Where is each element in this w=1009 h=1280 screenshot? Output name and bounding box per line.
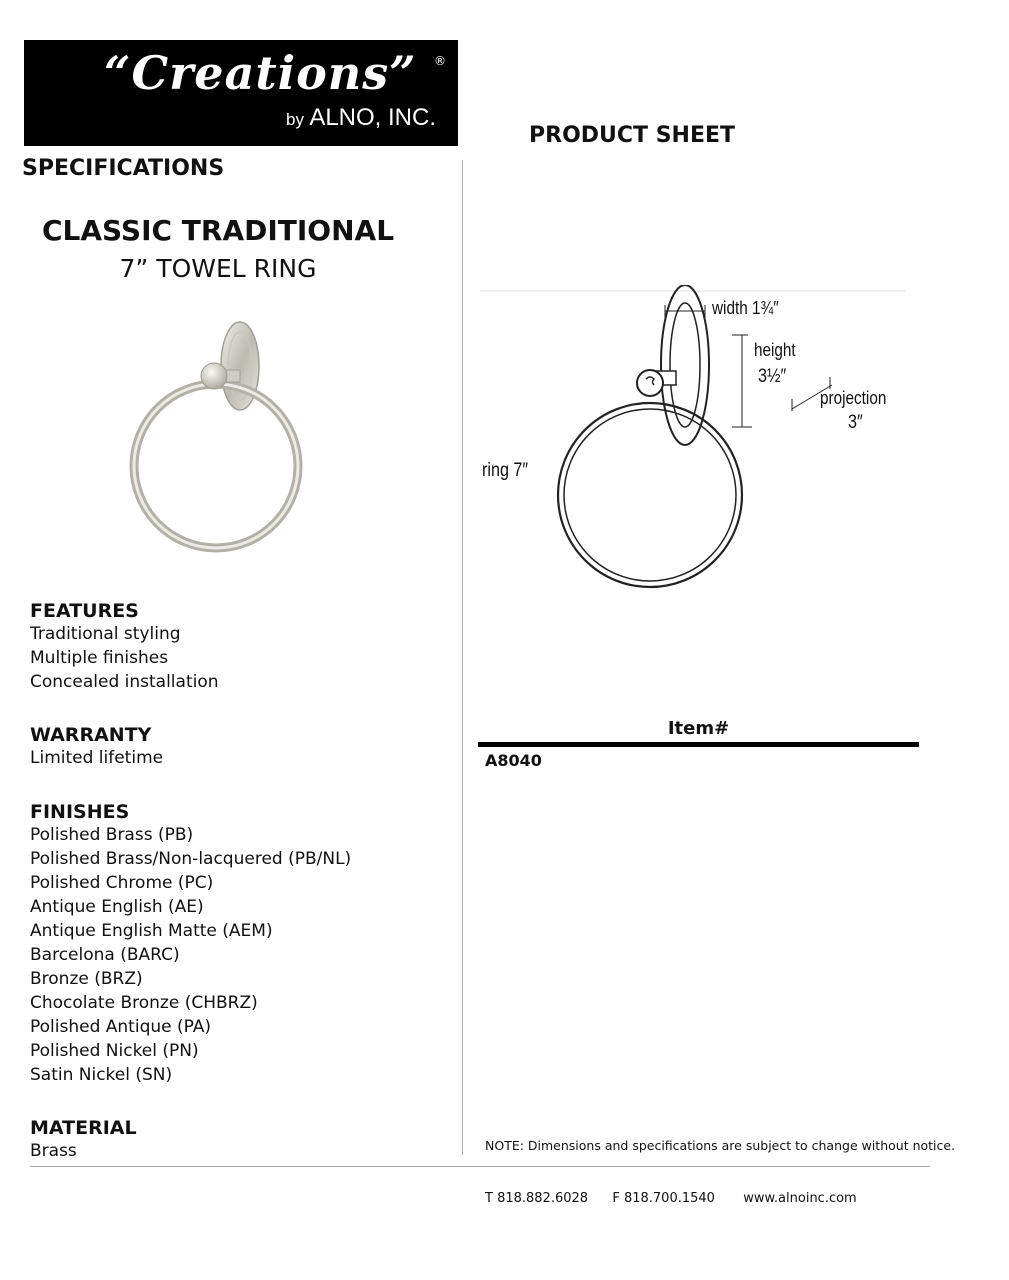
logo-script-text: “Creations” <box>104 46 417 100</box>
height-value: 3½″ <box>758 366 787 387</box>
finish-item: Polished Brass (PB) <box>30 825 194 845</box>
logo-registered-mark: ® <box>434 54 446 68</box>
finish-item: Polished Chrome (PC) <box>30 873 214 893</box>
projection-value: 3″ <box>848 412 863 433</box>
height-label: height <box>754 340 796 360</box>
specifications-heading: SPECIFICATIONS <box>22 156 225 181</box>
ring-label: ring 7″ <box>482 460 529 481</box>
finish-item: Antique English (AE) <box>30 897 204 917</box>
logo-company <box>286 104 436 132</box>
material-text: Brass <box>30 1141 77 1161</box>
features-list <box>30 622 219 694</box>
finish-item: Bronze (BRZ) <box>30 969 143 989</box>
finish-item: Chocolate Bronze (CHBRZ) <box>30 993 258 1013</box>
company-logo <box>24 40 458 146</box>
product-sheet-heading: PRODUCT SHEET <box>529 123 736 148</box>
finish-item: Polished Antique (PA) <box>30 1017 212 1037</box>
website-link[interactable]: www.alnoinc.com <box>743 1191 857 1206</box>
finish-item: Satin Nickel (SN) <box>30 1065 173 1085</box>
dimension-diagram <box>470 285 920 605</box>
item-header-rule <box>478 742 919 747</box>
feature-item: Traditional styling <box>30 624 181 644</box>
product-photo <box>118 318 318 568</box>
contact-info <box>485 1191 857 1206</box>
finish-item: Polished Nickel (PN) <box>30 1041 199 1061</box>
phone-number: T 818.882.6028 <box>485 1191 589 1206</box>
item-header: Item# <box>667 718 730 739</box>
finishes-title: FINISHES <box>30 801 130 823</box>
product-name: 7” TOWEL RING <box>119 254 317 283</box>
finish-item: Antique English Matte (AEM) <box>30 921 273 941</box>
logo-by: by <box>286 110 304 129</box>
features-title: FEATURES <box>30 600 139 622</box>
column-divider <box>462 160 463 1155</box>
item-number: A8040 <box>485 751 542 770</box>
disclaimer-note: NOTE: Dimensions and specifications are subject to change without notice. <box>485 1138 956 1153</box>
width-label: width 1¾″ <box>712 298 779 318</box>
logo-company-name: ALNO, INC. <box>309 104 437 131</box>
finish-item: Polished Brass/Non-lacquered (PB/NL) <box>30 849 352 869</box>
feature-item: Concealed installation <box>30 672 219 692</box>
feature-item: Multiple finishes <box>30 648 169 668</box>
projection-label: projection <box>820 388 887 408</box>
material-title: MATERIAL <box>30 1117 137 1139</box>
footer-rule <box>30 1166 930 1167</box>
product-collection: CLASSIC TRADITIONAL <box>41 214 395 247</box>
warranty-text: Limited lifetime <box>30 748 164 768</box>
warranty-title: WARRANTY <box>30 724 152 746</box>
fax-number: F 818.700.1540 <box>612 1191 715 1206</box>
finishes-list <box>30 823 351 1087</box>
finish-item: Barcelona (BARC) <box>30 945 180 965</box>
